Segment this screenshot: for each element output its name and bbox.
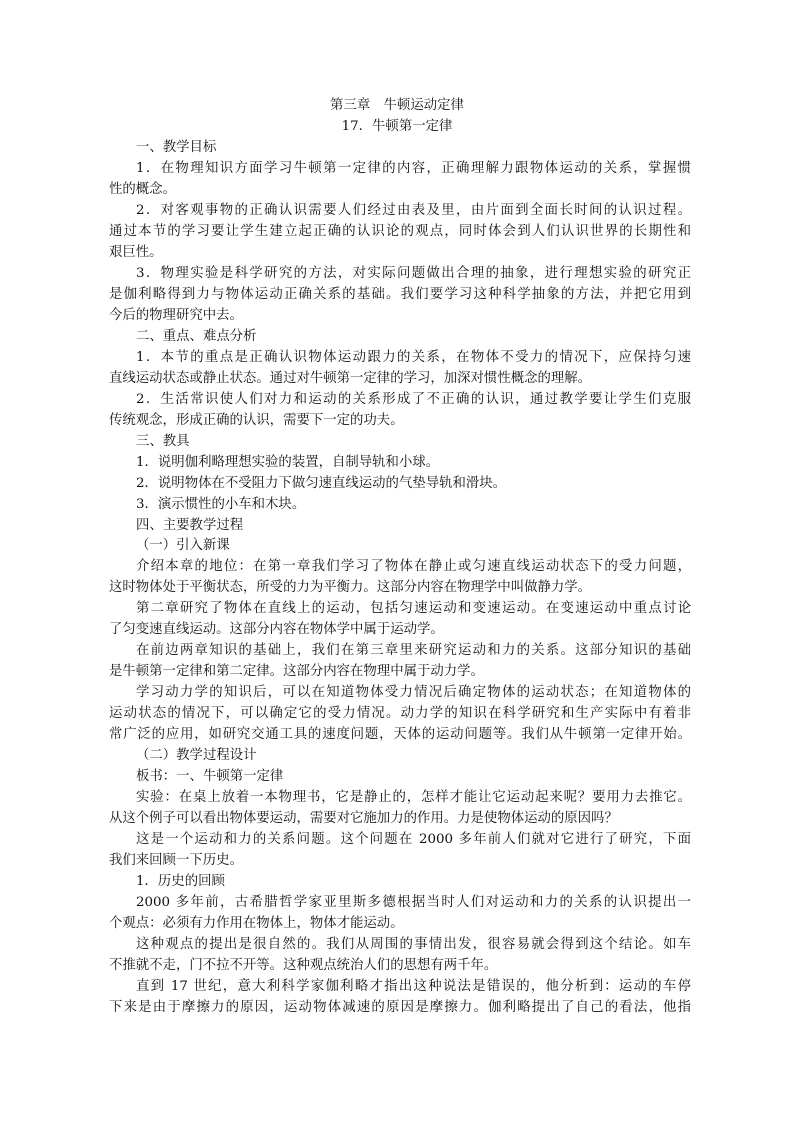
text-line: 2．生活常识使人们对力和运动的关系形成了不正确的认识，通过教学要让学生们克服 (136, 391, 691, 407)
text-line: （一）引入新课 (136, 538, 230, 554)
text-line: 传统观念，形成正确的认识，需要下一定的功夫。 (109, 412, 404, 428)
text-line: 从这个例子可以看出物体要运动，需要对它施加力的作用。力是使物体运动的原因吗？ (109, 811, 618, 826)
text-line: 一、教学目标 (136, 140, 217, 155)
chapter-title: 第三章 牛顿运动定律 (330, 98, 464, 113)
text-line: 下来是由于摩擦力的原因，运动物体减速的原因是摩擦力。伽利略提出了自己的看法，他指 (109, 999, 691, 1015)
text-line: 这时物体处于平衡状态，所受的力为平衡力。这部分内容在物理学中叫做静力学。 (109, 580, 592, 596)
text-line: 1．本节的重点是正确认识物体运动跟力的关系，在物体不受力的情况下，应保持匀速 (136, 349, 691, 365)
text-line: 第二章研究了物体在直线上的运动，包括匀速运动和变速运动。在变速运动中重点讨论 (136, 601, 691, 617)
text-line: 2000 多年前，古希腊哲学家亚里斯多德根据当时人们对运动和力的关系的认识提出一 (136, 894, 691, 910)
text-line: 2．说明物体在不受阻力下做匀速直线运动的气垫导轨和滑块。 (136, 475, 507, 491)
text-line: 今后的物理研究中去。 (109, 307, 243, 323)
text-line: 了匀变速直线运动。这部分内容在物体学中属于运动学。 (109, 622, 444, 638)
text-line: 直线运动状态或静止状态。通过对牛顿第一定律的学习，加深对惯性概念的理解。 (109, 370, 592, 386)
text-line: 个观点：必须有力作用在物体上，物体才能运动。 (109, 915, 404, 931)
text-line: 是伽利略得到力与物体运动正确关系的基础。我们要学习这种科学抽象的方法，并把它用到 (109, 286, 691, 302)
text-line: 艰巨性。 (109, 244, 163, 260)
text-line: 3．演示惯性的小车和木块。 (136, 496, 306, 512)
text-line: 我们来回顾一下历史。 (109, 853, 243, 868)
text-line: 四、主要教学过程 (136, 517, 244, 533)
text-line: 常广泛的应用，如研究交通工具的速度问题，天体的运动问题等。我们从牛顿第一定律开始。 (109, 727, 691, 743)
text-line: 是牛顿第一定律和第二定律。这部分内容在物理中属于动力学。 (109, 664, 484, 680)
text-line: 通过本节的学习要让学生建立起正确的认识论的观点，同时体会到人们认识世界的长期性和 (109, 223, 691, 239)
text-line: 1．说明伽利略理想实验的装置，自制导轨和小球。 (136, 454, 440, 470)
text-line: 这是一个运动和力的关系问题。这个问题在 2000 多年前人们就对它进行了研究，下面 (136, 832, 691, 847)
text-line: （二）教学过程设计 (136, 748, 257, 764)
text-line: 3．物理实验是科学研究的方法，对实际问题做出合理的抽象，进行理想实验的研究正 (136, 265, 691, 281)
text-line: 1．在物理知识方面学习牛顿第一定律的内容，正确理解力跟物体运动的关系，掌握惯 (136, 161, 691, 176)
text-line: 三、教具 (136, 433, 190, 449)
text-line: 不推就不走，门不拉不开等。这种观点统治人们的思想有两千年。 (109, 957, 498, 973)
text-line: 直到 17 世纪，意大利科学家伽利略才指出这种说法是错误的，他分析到：运动的车停 (136, 978, 691, 994)
text-line: 性的概念。 (109, 181, 176, 197)
text-line: 运动状态的情况下，可以确定它的受力情况。动力学的知识在科学研究和生产实际中有着非 (109, 706, 691, 722)
section-title: 17．牛顿第一定律 (341, 119, 453, 134)
text-line: 二、重点、难点分析 (136, 328, 257, 344)
text-line: 板书：一、牛顿第一定律 (136, 769, 284, 785)
text-line: 介绍本章的地位：在第一章我们学习了物体在静止或匀速直线运动状态下的受力问题， (136, 559, 691, 575)
text-line: 1．历史的回顾 (136, 873, 225, 889)
text-line: 2．对客观事物的正确认识需要人们经过由表及里，由片面到全面长时间的认识过程。 (136, 202, 691, 218)
text-line: 学习动力学的知识后，可以在知道物体受力情况后确定物体的运动状态；在知道物体的 (136, 685, 691, 701)
text-line: 在前边两章知识的基础上，我们在第三章里来研究运动和力的关系。这部分知识的基础 (136, 643, 691, 659)
text-line: 实验：在桌上放着一本物理书，它是静止的，怎样才能让它运动起来呢？要用力去推它。 (136, 790, 691, 806)
text-line: 这种观点的提出是很自然的。我们从周围的事情出发，很容易就会得到这个结论。如车 (136, 936, 691, 952)
